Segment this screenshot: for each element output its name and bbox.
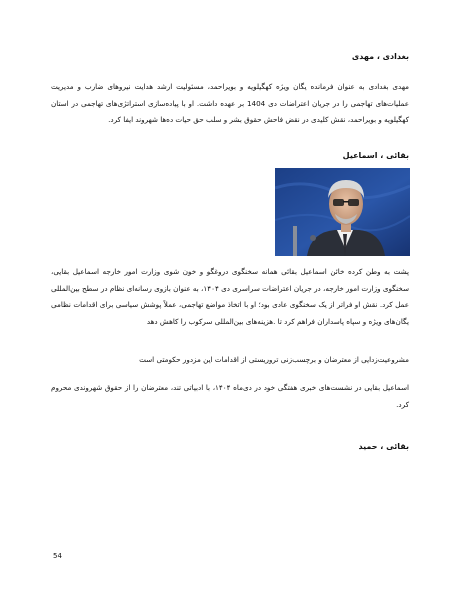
page-number: 54 <box>53 552 62 560</box>
section-heading-baghdadi: بغدادی ، مهدی <box>351 52 409 61</box>
section-paragraph: اسماعیل بقایی در نشست‌های خبری هفتگی خود در دی‌ماه ۱۴۰۴، با ادبیاتی تند، معترضان را از حقوق شهروندی محروم کرد. <box>51 383 409 409</box>
section-heading-baghaei-esmaeil: بقائی ، اسماعیل <box>342 151 409 160</box>
section-paragraph: مهدی بغدادی به عنوان فرمانده یگان ویژه کهگیلویه و بویراحمد، مسئولیت ارشد هدایت نیروهای ضارب و مدیریت عملیات‌های تهاجمی را در جریان اعتراضات دی 1404 بر عهده داشت. او با پیاده‌سازی استراتژی‌های تهاجمی در استان کهگیلویه و بویراحمد، نقش کلیدی در نقض فاحش حقوق بشر و سلب حق حیات ده‌ها شهروند ایفا کرد. <box>51 82 409 124</box>
section-heading-baghaei-hamid: بقائی ، حمید <box>358 442 409 451</box>
section-paragraph: مشروعیت‌زدایی از معترضان و برچسب‌زنی تروریستی از اقدامات این مزدور حکومتی است <box>139 355 409 364</box>
portrait-photo <box>275 168 410 256</box>
section-paragraph: پشت به وطن کرده خائن اسماعیل بقائی همانه سخنگوی دروغگو و خون شوی وزارت امور خارجه اسماعیل بقایی، سخنگوی وزارت امور خارجه، در جریان اعتراضات سراسری دی ۱۴۰۴، به عنوان بازوی رسانه‌ای نظام در سطح بین‌المللی عمل کرد. نقش او فراتر از یک سخنگوی عادی بود؛ او با اتخاذ مواضع تهاجمی، عملاً پوشش سیاسی برای اقدامات نظامی یگان‌های ویژه و سپاه پاسداران فراهم کرد تا .هزینه‌های بین‌المللی سرکوب را کاهش دهد <box>51 267 409 326</box>
